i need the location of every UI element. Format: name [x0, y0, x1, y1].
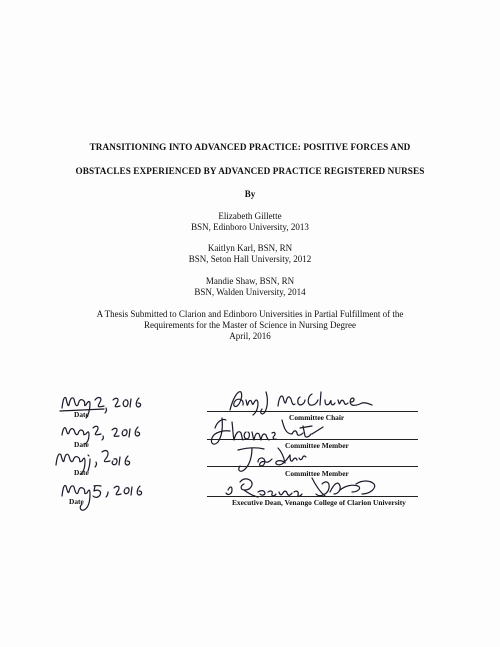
date-label: Date	[69, 497, 84, 506]
date-label: Date	[74, 468, 89, 477]
author-credential: BSN, Edinboro University, 2013	[191, 222, 309, 232]
title-line-1: TRANSITIONING INTO ADVANCED PRACTICE: POSITIVE FORCES AND	[89, 142, 411, 152]
thesis-statement-line: A Thesis Submitted to Clarion and Edinboro Universities in Partial Fulfillment of the	[96, 309, 404, 319]
handwritten-date-2	[62, 426, 140, 444]
handwritten-signature-2	[211, 418, 323, 444]
author-credential: BSN, Seton Hall University, 2012	[188, 254, 312, 264]
author-name: Elizabeth Gillette	[218, 211, 282, 221]
date-label: Date	[74, 410, 89, 419]
signature-role: Executive Dean, Venango College of Clarion University	[232, 498, 406, 507]
handwritten-date-4	[62, 485, 142, 510]
thesis-date: April, 2016	[229, 331, 271, 341]
author-name: Kaitlyn Karl, BSN, RN	[207, 243, 293, 253]
handwritten-date-1	[60, 397, 141, 418]
handwritten-signature-4	[226, 478, 375, 497]
author-name: Mandie Shaw, BSN, RN	[205, 276, 295, 286]
handwritten-signature-3	[238, 448, 306, 471]
date-label: Date	[74, 440, 89, 449]
thesis-statement-line: Requirements for the Master of Science in Nursing Degree	[144, 320, 356, 330]
by-label: By	[244, 189, 256, 199]
handwritten-signature-1	[230, 392, 372, 415]
author-credential: BSN, Walden University, 2014	[194, 287, 306, 297]
signature-role: Committee Member	[285, 469, 349, 478]
handwritten-date-3	[56, 451, 130, 474]
title-line-2: OBSTACLES EXPERIENCED BY ADVANCED PRACTICE REGISTERED NURSES	[75, 166, 425, 176]
signature-role: Committee Member	[285, 441, 349, 450]
signature-role: Committee Chair	[289, 413, 345, 422]
